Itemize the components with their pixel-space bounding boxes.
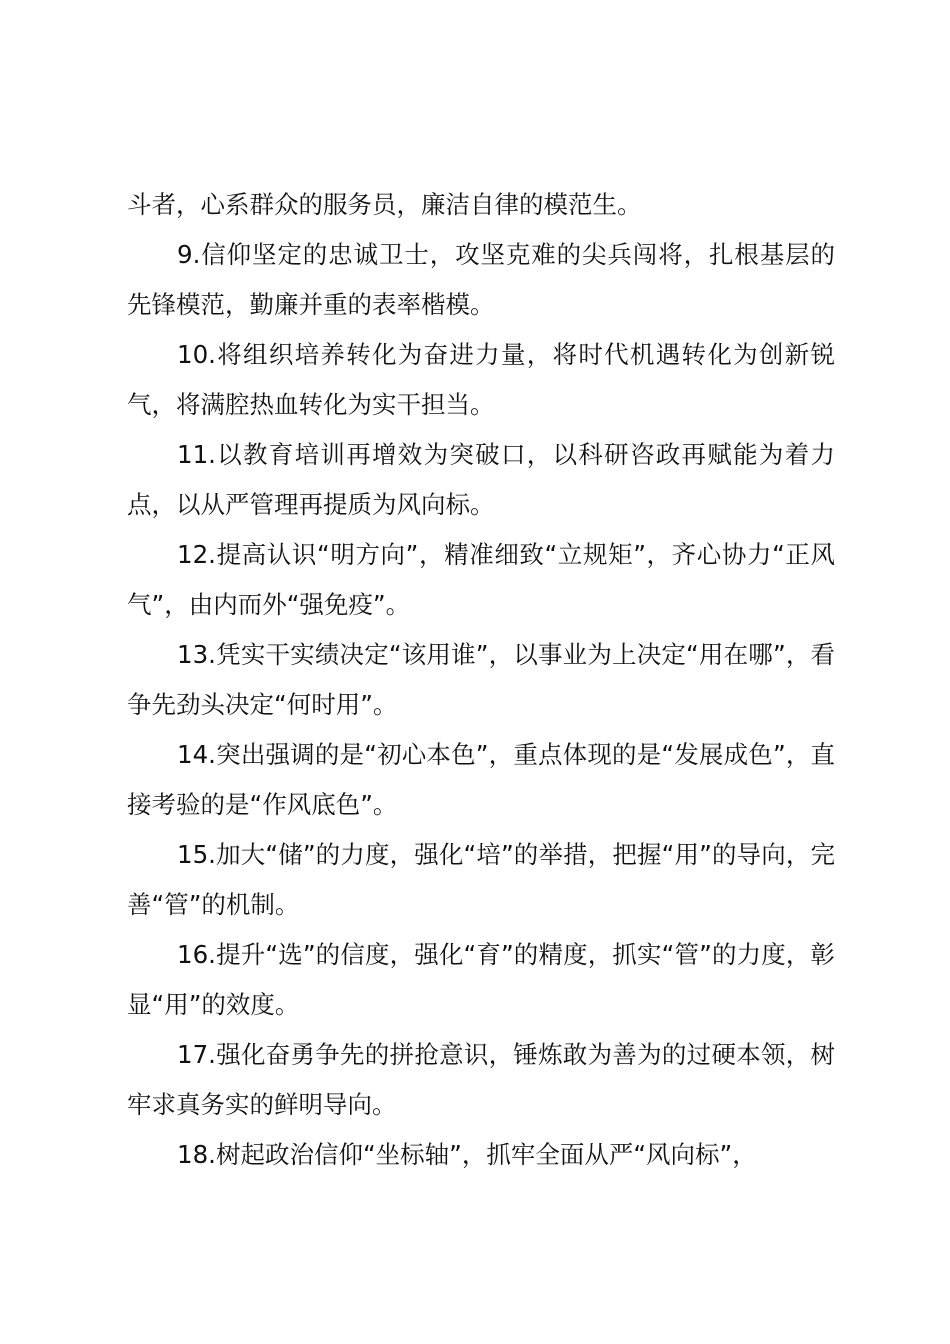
paragraph-item-14: 14.突出强调的是“初心本色”，重点体现的是“发展成色”，直接考验的是“作风底色”。 <box>127 740 835 819</box>
paragraph-item-15: 15.加大“储”的力度，强化“培”的举措，把握“用”的导向，完善“管”的机制。 <box>127 840 835 919</box>
paragraph-item-12: 12.提高认识“明方向”，精准细致“立规矩”，齐心协力“正风气”，由内而外“强免疫”。 <box>127 540 835 619</box>
paragraph-item-13: 13.凭实干实绩决定“该用谁”，以事业为上决定“用在哪”，看争先劲头决定“何时用”。 <box>127 640 835 719</box>
paragraph-item-9: 9.信仰坚定的忠诚卫士，攻坚克难的尖兵闯将，扎根基层的先锋模范，勤廉并重的表率楷模。 <box>127 240 835 319</box>
paragraph-item-11: 11.以教育培训再增效为突破口，以科研咨政再赋能为着力点，以从严管理再提质为风向标。 <box>127 440 835 519</box>
paragraph-continuation: 斗者，心系群众的服务员，廉洁自律的模范生。 <box>127 190 642 219</box>
paragraph-item-16: 16.提升“选”的信度，强化“育”的精度，抓实“管”的力度，彰显“用”的效度。 <box>127 940 835 1019</box>
document-body <box>127 180 835 1180</box>
paragraph-item-17: 17.强化奋勇争先的拼抢意识，锤炼敢为善为的过硬本领，树牢求真务实的鲜明导向。 <box>127 1040 835 1119</box>
paragraph-item-18: 18.树起政治信仰“坐标轴”，抓牢全面从严“风向标”， <box>177 1140 757 1169</box>
paragraph-item-10: 10.将组织培养转化为奋进力量，将时代机遇转化为创新锐气，将满腔热血转化为实干担当。 <box>127 340 835 419</box>
